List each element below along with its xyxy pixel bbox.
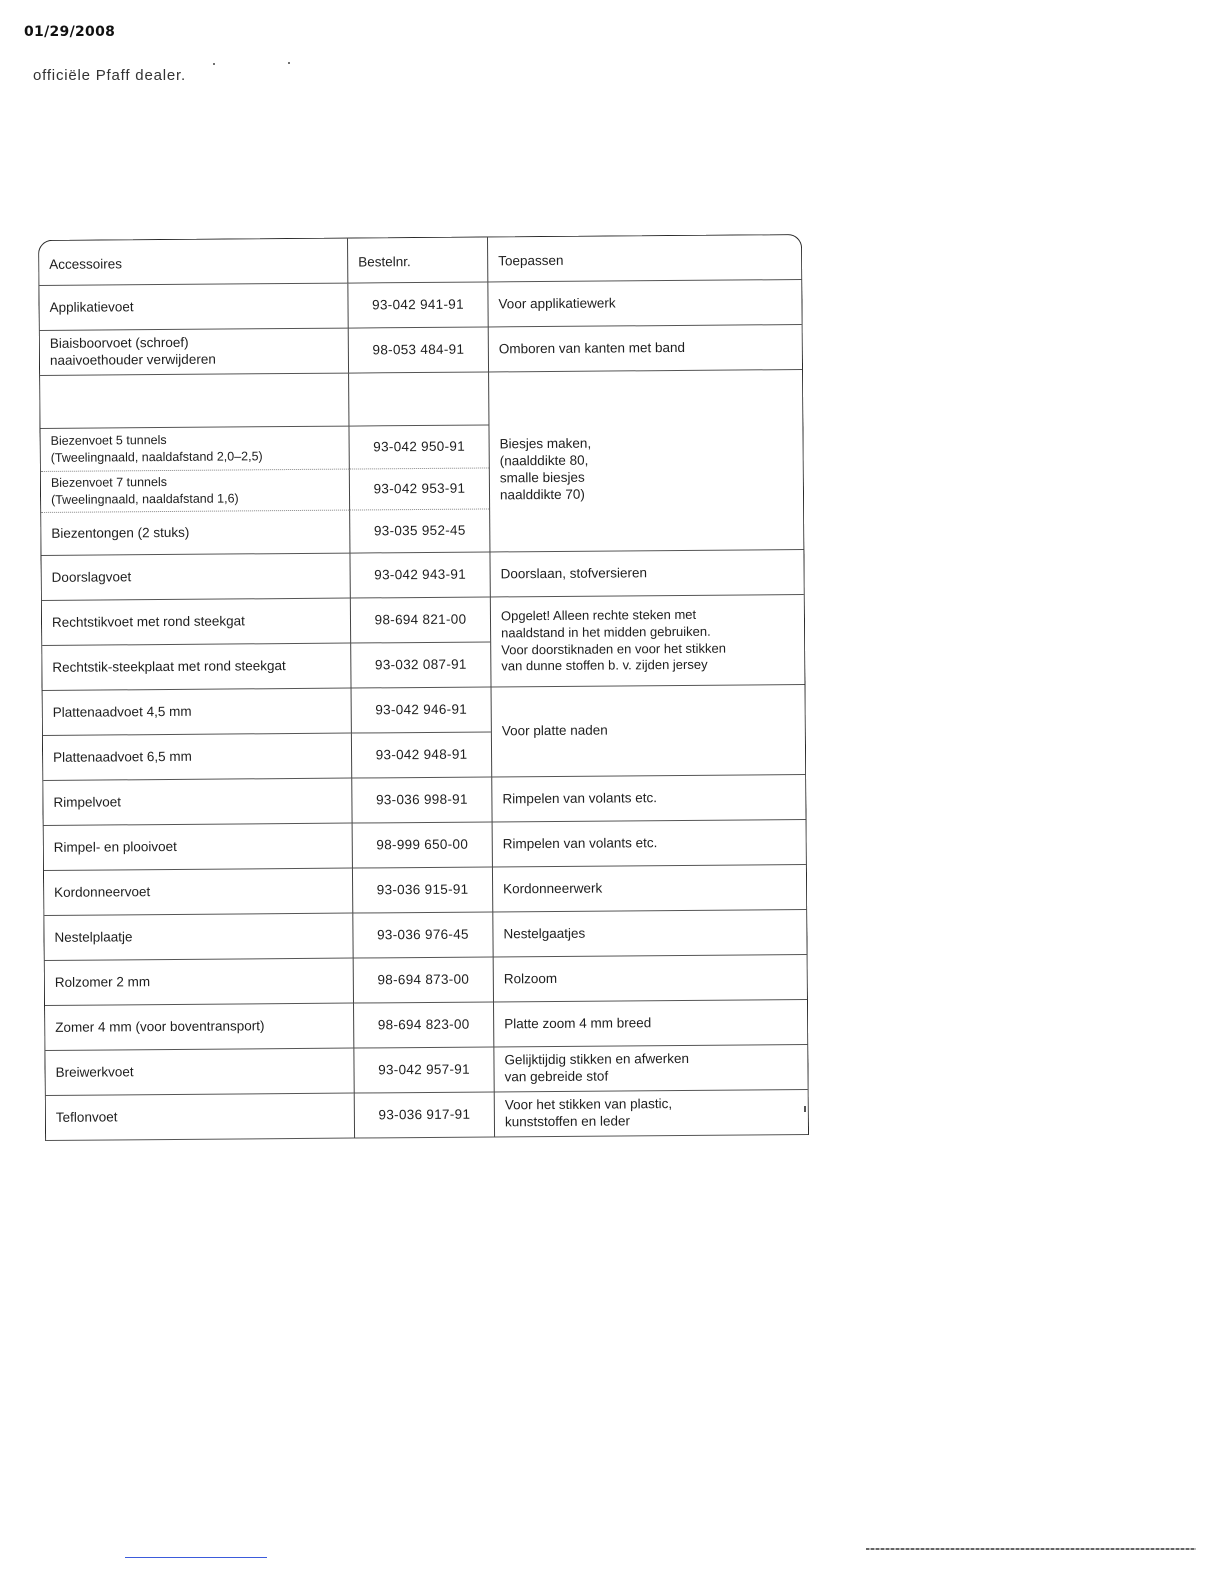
order-number-cell: 98-694 821-00 [350,597,490,643]
column-header-order-no: Bestelnr. [347,237,487,283]
accessory-line: (Tweelingnaald, naaldafstand 1,6) [50,491,239,507]
use-cell-biezen [488,370,803,552]
table-row [43,775,805,826]
use-line: Voor het stikken van plastic, [504,1096,673,1113]
table-row [40,325,802,376]
accessory-cell: Nestelplaatje [44,914,352,961]
accessories-table [38,234,809,1141]
order-number-cell: 93-036 998-91 [351,777,491,823]
accessory-cell: Rechtstik-steekplaat met rond steekgat [42,644,350,691]
order-number-cell: 93-042 943-91 [349,552,489,598]
order-number-cell: 93-042 948-91 [351,732,491,778]
use-cell: Omboren van kanten met band [488,325,802,372]
accessory-cell: Rimpelvoet [43,779,351,826]
accessory-cell: Zomer 4 mm (voor boventransport) [45,1004,353,1051]
order-number-cell: 98-694 873-00 [353,957,493,1003]
column-header-accessory: Accessoires [39,239,347,286]
scan-speck [213,63,215,65]
accessory-cell [41,470,349,513]
use-line: van gebreide stof [504,1068,609,1085]
accessory-line: Biezenvoet 5 tunnels [50,433,167,449]
accessory-cell: Rechtstikvoet met rond steekgat [42,599,350,646]
order-number-cell: 93-042 957-91 [353,1047,493,1093]
intro-text: officiële Pfaff dealer. [33,67,186,84]
use-cell [494,1090,808,1137]
table-row [45,955,807,1006]
order-number-cell: 93-042 946-91 [351,687,491,733]
table-row [42,595,804,646]
use-line: Voor doorstiknaden en voor het stikken [501,640,727,657]
accessory-cell [40,329,348,376]
table-row [43,685,805,736]
accessory-cell: Rolzomer 2 mm [45,959,353,1006]
accessory-cell: Kordonneervoet [44,869,352,916]
use-line: smalle biesjes [499,469,585,486]
empty-cell [348,372,488,426]
table-row [39,280,801,331]
accessory-cell: Rimpel- en plooivoet [44,824,352,871]
accessory-line: (Tweelingnaald, naaldafstand 2,0–2,5) [50,449,263,465]
accessory-cell: Breiwerkvoet [45,1049,353,1096]
use-line: (naalddikte 80, [499,452,589,469]
order-number-cell: 98-053 484-91 [348,327,488,373]
scan-speck [288,62,290,64]
order-number-cell: 93-036 976-45 [352,912,492,958]
accessories-table-wrapper [38,234,815,1130]
scan-mark [804,1106,806,1112]
use-cell: Nestelgaatjes [492,910,806,957]
use-cell: Platte zoom 4 mm breed [493,1000,807,1047]
order-number-cell: 93-036 915-91 [352,867,492,913]
accessory-cell: Plattenaadvoet 6,5 mm [43,734,351,781]
fax-date: 01/29/2008 [24,24,116,40]
table-row [44,820,806,871]
order-number-cell: 93-032 087-91 [350,642,490,688]
use-cell: Kordonneerwerk [492,865,806,912]
use-line: naalddikte 70) [499,486,585,503]
accessory-line: Biaisboorvoet (schroef) [49,334,189,352]
order-number-cell: 93-035 952-45 [349,509,489,553]
use-cell: Rimpelen van volants etc. [492,820,806,867]
accessory-line: naaivoethouder verwijderen [49,351,216,368]
use-cell [493,1045,807,1092]
order-number-cell: 98-694 823-00 [353,1002,493,1048]
use-line: kunststoffen en leder [504,1113,631,1130]
accessory-cell: Teflonvoet [46,1094,354,1141]
use-cell-plattenaad: Voor platte naden [491,685,806,777]
use-line: van dunne stoffen b. v. zijden jersey [501,657,708,674]
order-number-cell: 93-042 950-91 [348,425,488,469]
table-spacer-row [40,370,802,429]
column-header-use: Toepassen [487,235,801,282]
use-line: Opgelet! Alleen rechte steken met [500,606,697,624]
order-number-cell: 93-042 941-91 [347,282,487,328]
table-row [46,1090,808,1141]
accessory-cell: Applikatievoet [39,284,347,331]
accessory-cell: Biezentongen (2 stuks) [41,511,349,556]
empty-cell [40,374,348,429]
use-cell: Rimpelen van volants etc. [491,775,805,822]
use-cell: Voor applikatiewerk [487,280,801,327]
accessory-cell: Plattenaadvoet 4,5 mm [43,689,351,736]
order-number-cell: 93-036 917-91 [354,1092,494,1138]
accessory-line: Biezenvoet 7 tunnels [50,475,168,491]
table-row [45,1000,807,1051]
table-row [44,865,806,916]
accessory-cell [40,427,348,472]
bottom-rule-right [866,1548,1196,1550]
table-row [44,910,806,961]
use-cell-rechtstik [490,595,805,687]
use-cell: Rolzoom [493,955,807,1002]
use-cell: Doorslaan, stofversieren [489,550,803,597]
table-row [41,550,803,601]
table-row [45,1045,807,1096]
table-header-row [39,235,801,286]
use-line: naaldstand in het midden gebruiken. [501,623,711,640]
bottom-rule-left [125,1557,267,1558]
use-line: Gelijktijdig stikken en afwerken [504,1051,690,1068]
use-line: Biesjes maken, [499,435,592,452]
order-number-cell: 93-042 953-91 [349,468,489,510]
order-number-cell: 98-999 650-00 [352,822,492,868]
accessory-cell: Doorslagvoet [41,554,349,601]
